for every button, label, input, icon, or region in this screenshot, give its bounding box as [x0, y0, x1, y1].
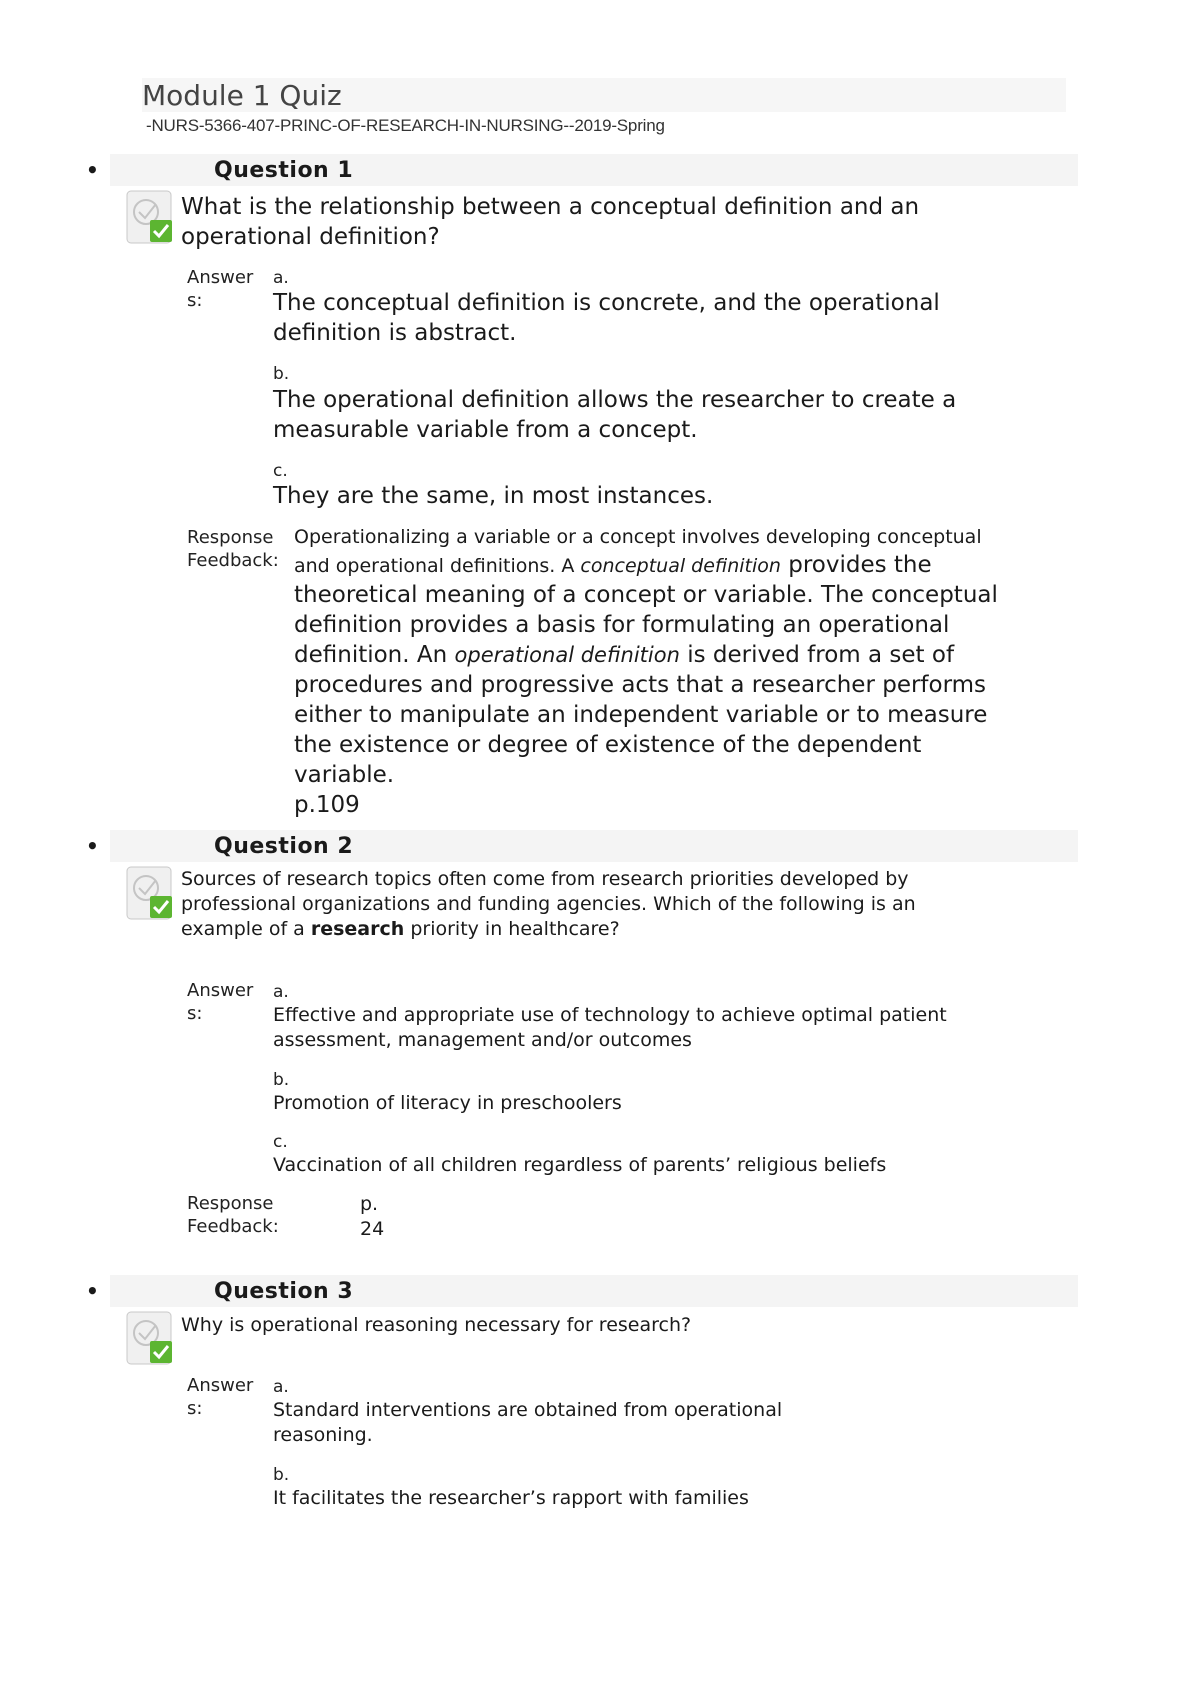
question-label: Question 2	[214, 834, 354, 859]
response-feedback-text: p. 24	[360, 1193, 385, 1240]
answer-option-b[interactable]: It facilitates the researcher’s rapport with families	[273, 1487, 749, 1509]
bullet: •	[86, 834, 99, 858]
answers-label: Answer s:	[187, 980, 254, 1024]
option-letter: a.	[273, 268, 289, 288]
option-letter: b.	[273, 1070, 290, 1090]
question-text: Why is operational reasoning necessary for research?	[181, 1314, 692, 1336]
course-subtitle: -NURS-5366-407-PRINC-OF-RESEARCH-IN-NURSING--2019-Spring	[146, 116, 665, 135]
answer-option-a[interactable]: The conceptual definition is concrete, and the operational definition is abstract.	[273, 290, 940, 346]
answer-option-b[interactable]: Promotion of literacy in preschoolers	[273, 1092, 622, 1114]
question-2-header	[86, 830, 1078, 862]
option-letter: c.	[273, 461, 288, 481]
response-feedback-label: Response Feedback:	[187, 527, 279, 571]
question-label: Question 1	[214, 158, 354, 183]
correct-check-icon	[126, 1311, 176, 1369]
bullet: •	[86, 158, 99, 182]
answer-option-c[interactable]: They are the same, in most instances.	[273, 483, 714, 509]
response-feedback-text: Operationalizing a variable or a concept involves developing conceptual and operational definitions. A conceptual definition provides the theoretical meaning of a concept or variable. The conceptual definition provides a basis for formulating an operational definition. An operational definition is derived from a set of procedures and progressive acts that a researcher performs either to manipulate an independent variable or to measure the existence or degree of existence of the dependent variable. p.109	[294, 526, 998, 818]
correct-check-icon	[126, 190, 176, 248]
quiz-header	[142, 78, 1066, 136]
question-label: Question 3	[214, 1279, 354, 1304]
answers-label: Answer s:	[187, 1375, 254, 1419]
question-text: What is the relationship between a conceptual definition and an operational definition?	[181, 194, 920, 250]
question-3-header	[86, 1275, 1078, 1307]
correct-check-icon	[126, 866, 176, 924]
answer-option-a[interactable]: Standard interventions are obtained from operational reasoning.	[273, 1399, 783, 1446]
answer-option-b[interactable]: The operational definition allows the researcher to create a measurable variable from a concept.	[273, 387, 957, 443]
question-text: Sources of research topics often come from research priorities developed by professional organizations and funding agencies. Which of the following is an example of a research priority in healthcare?	[181, 868, 916, 940]
page-title: Module 1 Quiz	[142, 78, 1066, 112]
option-letter: b.	[273, 364, 290, 384]
option-letter: c.	[273, 1132, 288, 1152]
question-1-header	[86, 154, 1078, 186]
bullet: •	[86, 1279, 99, 1303]
option-letter: b.	[273, 1465, 290, 1485]
answers-label: Answer s:	[187, 267, 254, 311]
option-letter: a.	[273, 982, 289, 1002]
option-letter: a.	[273, 1377, 289, 1397]
answer-option-a[interactable]: Effective and appropriate use of technology to achieve optimal patient assessment, management and/or outcomes	[273, 1004, 947, 1051]
answer-option-c[interactable]: Vaccination of all children regardless of parents’ religious beliefs	[273, 1154, 887, 1176]
response-feedback-label: Response Feedback:	[187, 1193, 279, 1237]
